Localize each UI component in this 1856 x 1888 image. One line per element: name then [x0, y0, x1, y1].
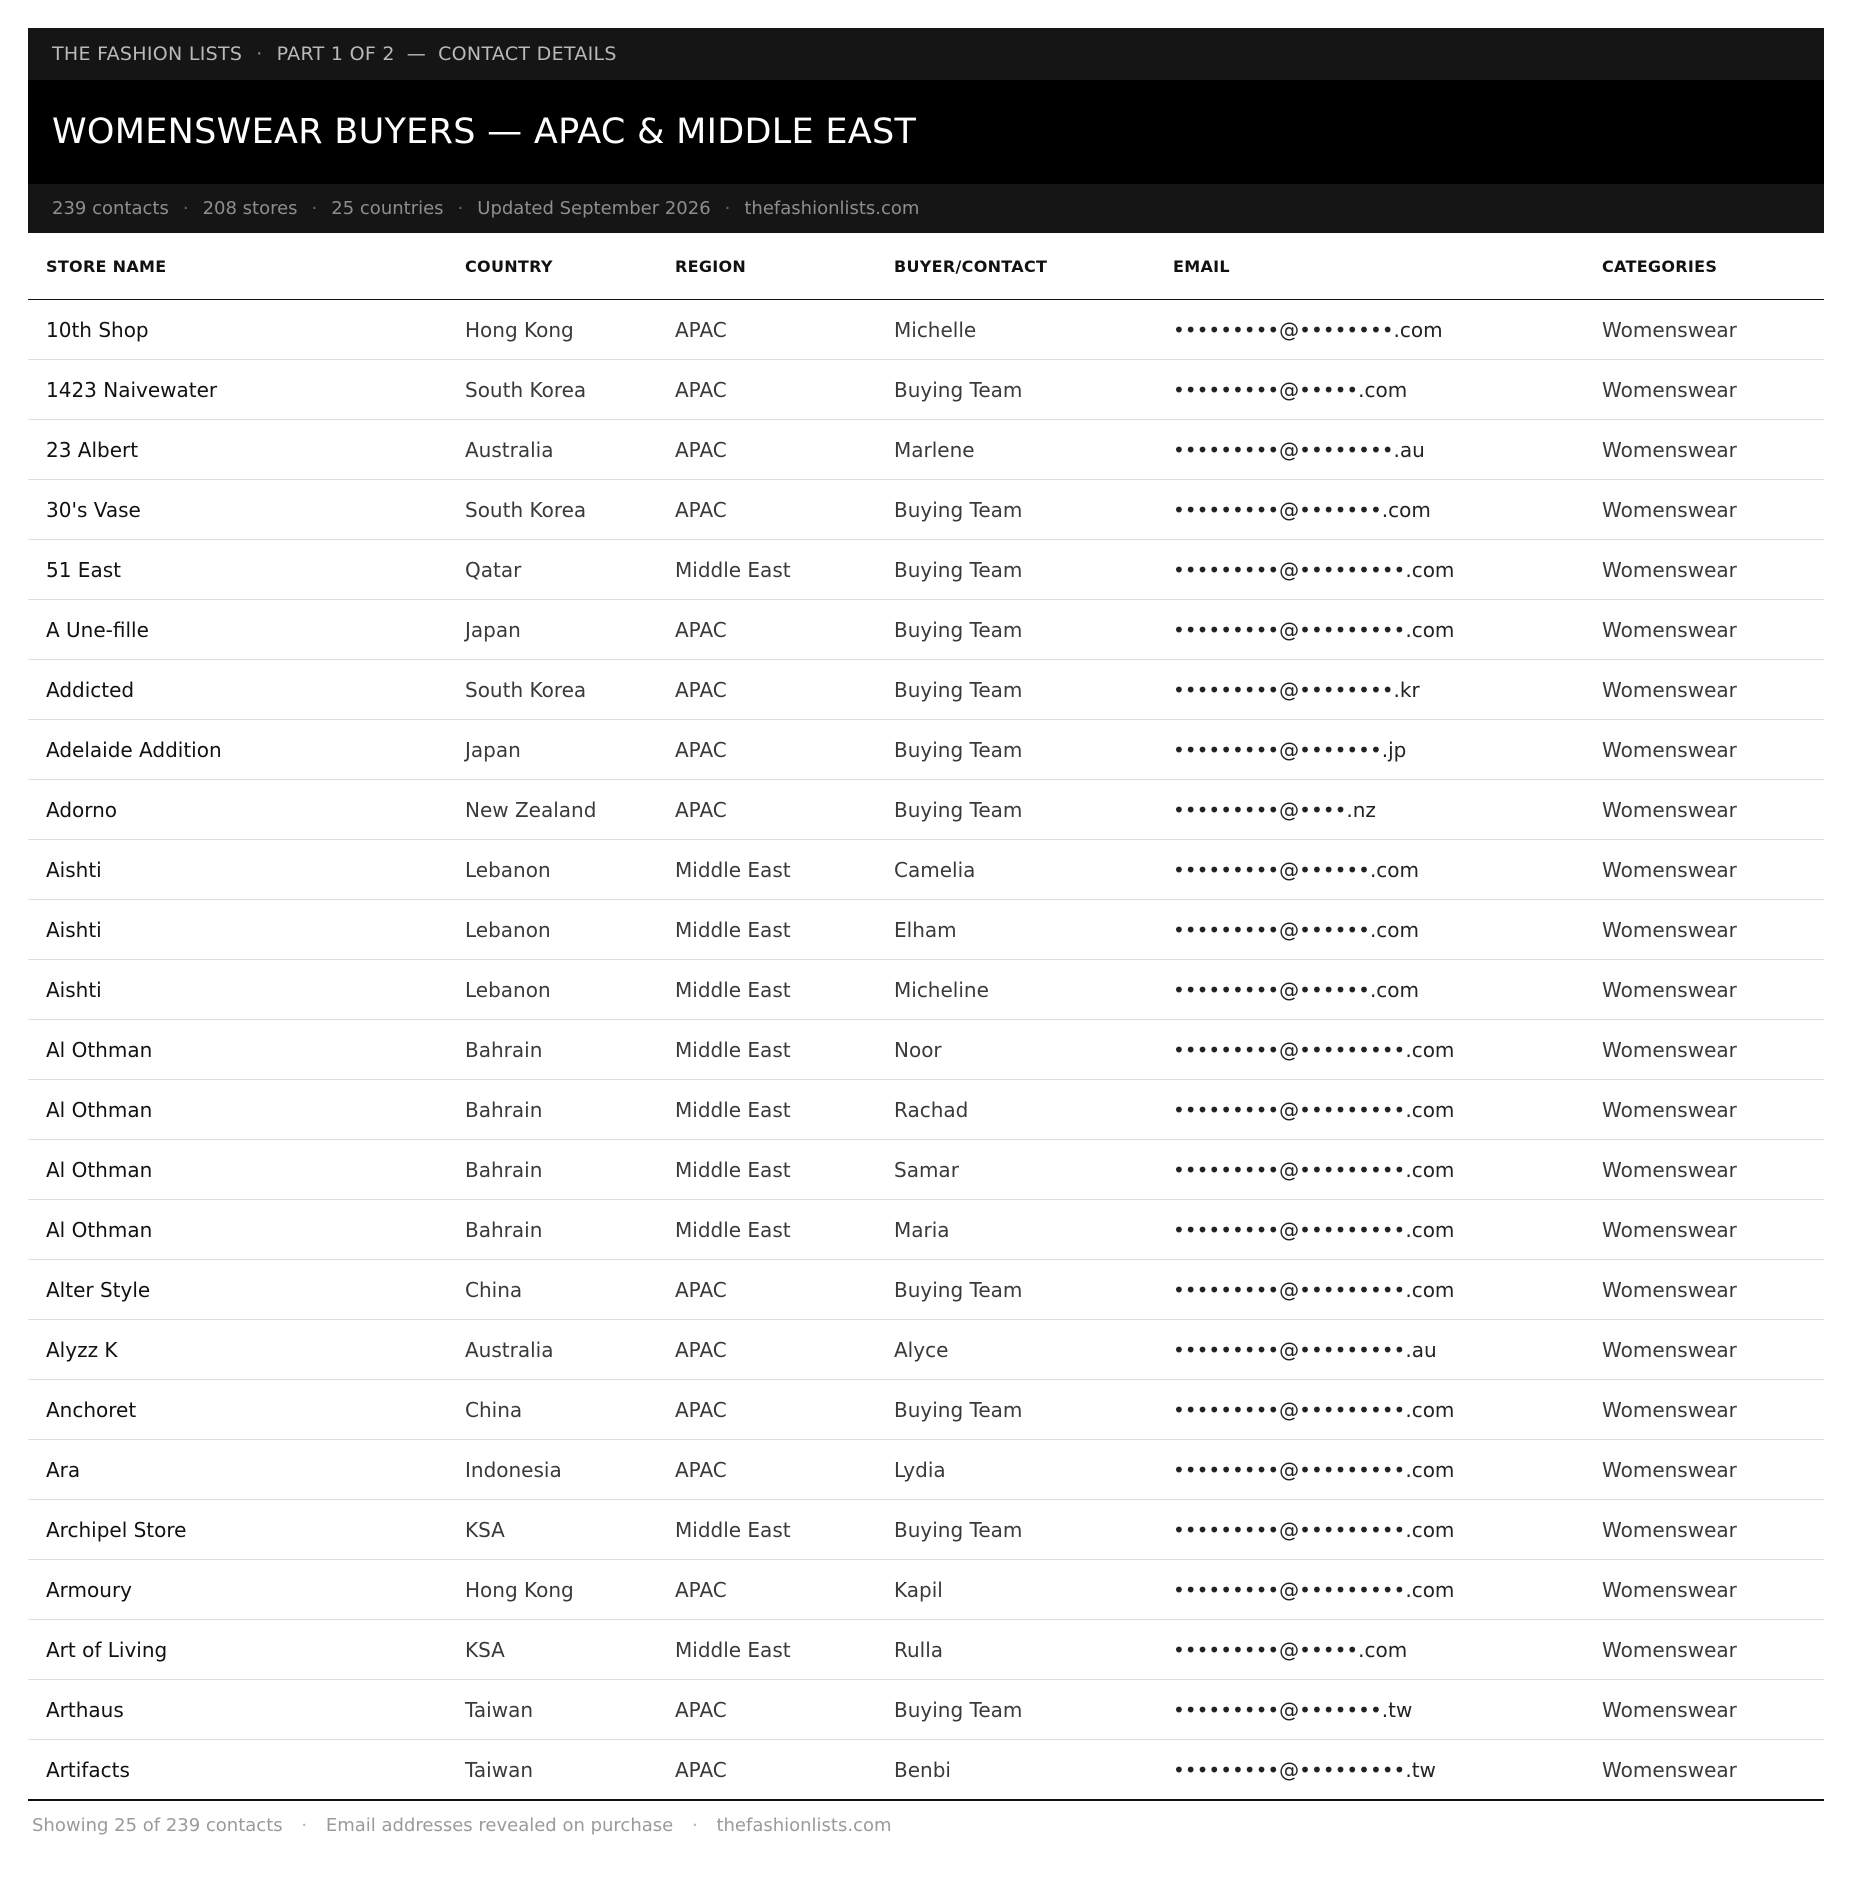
email-cell: •••••••••@•••••••••.com — [1155, 1380, 1584, 1440]
store-name-cell: Al Othman — [28, 1140, 447, 1200]
column-header-buyer-contact: BUYER/CONTACT — [876, 233, 1155, 300]
categories-cell: Womenswear — [1584, 960, 1824, 1020]
country-cell: Hong Kong — [447, 300, 657, 360]
categories-cell: Womenswear — [1584, 660, 1824, 720]
country-cell: South Korea — [447, 480, 657, 540]
region-cell: Middle East — [657, 960, 876, 1020]
email-cell: •••••••••@•••••••••.com — [1155, 1500, 1584, 1560]
column-header-store-name: STORE NAME — [28, 233, 447, 300]
contacts-count: 239 contacts — [52, 198, 169, 219]
categories-cell: Womenswear — [1584, 1020, 1824, 1080]
categories-cell: Womenswear — [1584, 540, 1824, 600]
email-cell: •••••••••@•••••••••.com — [1155, 600, 1584, 660]
buyer-contact-cell: Buying Team — [876, 660, 1155, 720]
region-cell: APAC — [657, 300, 876, 360]
region-cell: Middle East — [657, 1020, 876, 1080]
email-cell: •••••••••@•••••.com — [1155, 1620, 1584, 1680]
categories-cell: Womenswear — [1584, 780, 1824, 840]
region-cell: APAC — [657, 1320, 876, 1380]
country-cell: Japan — [447, 720, 657, 780]
buyer-contact-cell: Buying Team — [876, 1260, 1155, 1320]
store-name-cell: A Une-fille — [28, 600, 447, 660]
buyer-contact-cell: Micheline — [876, 960, 1155, 1020]
footer-site-link[interactable]: thefashionlists.com — [716, 1815, 892, 1836]
table-row — [28, 1260, 1824, 1320]
region-cell: Middle East — [657, 1500, 876, 1560]
country-cell: Lebanon — [447, 960, 657, 1020]
email-cell: •••••••••@•••••••.jp — [1155, 720, 1584, 780]
email-cell: •••••••••@••••••••.kr — [1155, 660, 1584, 720]
email-cell: •••••••••@••••••.com — [1155, 900, 1584, 960]
region-cell: APAC — [657, 360, 876, 420]
column-header-region: REGION — [657, 233, 876, 300]
email-cell: •••••••••@•••••••••.com — [1155, 1080, 1584, 1140]
store-name-cell: Anchoret — [28, 1380, 447, 1440]
categories-cell: Womenswear — [1584, 900, 1824, 960]
table-row — [28, 960, 1824, 1020]
store-name-cell: 30's Vase — [28, 480, 447, 540]
separator-dot: · — [457, 198, 464, 219]
country-cell: Lebanon — [447, 840, 657, 900]
country-cell: KSA — [447, 1620, 657, 1680]
buyer-contact-cell: Rulla — [876, 1620, 1155, 1680]
country-cell: South Korea — [447, 660, 657, 720]
buyer-contact-cell: Buying Team — [876, 480, 1155, 540]
buyer-contact-cell: Buying Team — [876, 360, 1155, 420]
region-cell: APAC — [657, 780, 876, 840]
store-name-cell: 1423 Naivewater — [28, 360, 447, 420]
title-bar — [28, 80, 1824, 184]
buyer-contact-cell: Buying Team — [876, 1380, 1155, 1440]
table-header-row — [28, 233, 1824, 300]
table-row — [28, 900, 1824, 960]
email-cell: •••••••••@•••••••••.com — [1155, 1440, 1584, 1500]
email-cell: •••••••••@••••••••.au — [1155, 420, 1584, 480]
store-name-cell: Art of Living — [28, 1620, 447, 1680]
table-row — [28, 1500, 1824, 1560]
region-cell: Middle East — [657, 840, 876, 900]
categories-cell: Womenswear — [1584, 1560, 1824, 1620]
table-row — [28, 1200, 1824, 1260]
region-cell: APAC — [657, 600, 876, 660]
buyer-contact-cell: Camelia — [876, 840, 1155, 900]
table-row — [28, 600, 1824, 660]
table-row — [28, 1320, 1824, 1380]
categories-cell: Womenswear — [1584, 300, 1824, 360]
categories-cell: Womenswear — [1584, 420, 1824, 480]
categories-cell: Womenswear — [1584, 1260, 1824, 1320]
categories-cell: Womenswear — [1584, 720, 1824, 780]
email-cell: •••••••••@•••••••••.com — [1155, 1200, 1584, 1260]
region-cell: APAC — [657, 1560, 876, 1620]
store-name-cell: Arthaus — [28, 1680, 447, 1740]
store-name-cell: Adorno — [28, 780, 447, 840]
table-row — [28, 360, 1824, 420]
store-name-cell: Artifacts — [28, 1740, 447, 1801]
column-header-country: COUNTRY — [447, 233, 657, 300]
region-cell: APAC — [657, 480, 876, 540]
categories-cell: Womenswear — [1584, 1440, 1824, 1500]
section-label: CONTACT DETAILS — [438, 43, 617, 65]
region-cell: Middle East — [657, 1620, 876, 1680]
separator-dot: · — [311, 198, 318, 219]
footer — [28, 1815, 1824, 1836]
email-cell: •••••••••@••••••.com — [1155, 840, 1584, 900]
table-row — [28, 540, 1824, 600]
country-cell: Qatar — [447, 540, 657, 600]
table-row — [28, 1620, 1824, 1680]
country-cell: Bahrain — [447, 1140, 657, 1200]
store-name-cell: Armoury — [28, 1560, 447, 1620]
email-cell: •••••••••@•••••••••.com — [1155, 540, 1584, 600]
country-cell: China — [447, 1260, 657, 1320]
store-name-cell: Alter Style — [28, 1260, 447, 1320]
buyer-contact-cell: Samar — [876, 1140, 1155, 1200]
store-name-cell: Alyzz K — [28, 1320, 447, 1380]
store-name-cell: Addicted — [28, 660, 447, 720]
store-name-cell: 23 Albert — [28, 420, 447, 480]
table-body — [28, 300, 1824, 1801]
email-cell: •••••••••@••••.nz — [1155, 780, 1584, 840]
table-row — [28, 1560, 1824, 1620]
categories-cell: Womenswear — [1584, 1320, 1824, 1380]
separator-dot: · — [724, 198, 731, 219]
buyer-contact-cell: Marlene — [876, 420, 1155, 480]
separator-dash: — — [406, 43, 427, 65]
meta-bar — [28, 184, 1824, 233]
country-cell: Japan — [447, 600, 657, 660]
country-cell: KSA — [447, 1500, 657, 1560]
email-cell: •••••••••@•••••••••.com — [1155, 1020, 1584, 1080]
table-row — [28, 780, 1824, 840]
document-page — [28, 28, 1824, 1836]
table-row — [28, 1140, 1824, 1200]
part-label: PART 1 OF 2 — [276, 43, 395, 65]
column-header-categories: CATEGORIES — [1584, 233, 1824, 300]
buyer-contact-cell: Buying Team — [876, 720, 1155, 780]
categories-cell: Womenswear — [1584, 1680, 1824, 1740]
email-cell: •••••••••@•••••••••.com — [1155, 1260, 1584, 1320]
country-cell: Australia — [447, 420, 657, 480]
store-name-cell: Al Othman — [28, 1200, 447, 1260]
separator-dot: · — [691, 1815, 698, 1836]
region-cell: Middle East — [657, 900, 876, 960]
region-cell: Middle East — [657, 540, 876, 600]
email-cell: •••••••••@•••••••••.com — [1155, 1140, 1584, 1200]
store-name-cell: Ara — [28, 1440, 447, 1500]
country-cell: Australia — [447, 1320, 657, 1380]
country-cell: New Zealand — [447, 780, 657, 840]
country-cell: Taiwan — [447, 1740, 657, 1801]
email-cell: •••••••••@•••••••.com — [1155, 480, 1584, 540]
buyer-contact-cell: Michelle — [876, 300, 1155, 360]
buyer-contact-cell: Noor — [876, 1020, 1155, 1080]
email-cell: •••••••••@•••••.com — [1155, 360, 1584, 420]
region-cell: APAC — [657, 1380, 876, 1440]
store-name-cell: 10th Shop — [28, 300, 447, 360]
region-cell: APAC — [657, 420, 876, 480]
store-name-cell: Aishti — [28, 900, 447, 960]
email-cell: •••••••••@•••••••••.tw — [1155, 1740, 1584, 1801]
table-row — [28, 660, 1824, 720]
brand-name: THE FASHION LISTS — [52, 43, 243, 65]
table-row — [28, 1680, 1824, 1740]
buyer-contact-cell: Buying Team — [876, 1500, 1155, 1560]
separator-dot: · — [301, 1815, 308, 1836]
region-cell: APAC — [657, 1680, 876, 1740]
region-cell: APAC — [657, 1740, 876, 1801]
categories-cell: Womenswear — [1584, 1200, 1824, 1260]
top-bar — [28, 28, 1824, 80]
table-row — [28, 1740, 1824, 1801]
categories-cell: Womenswear — [1584, 1500, 1824, 1560]
country-cell: Lebanon — [447, 900, 657, 960]
categories-cell: Womenswear — [1584, 480, 1824, 540]
country-cell: Indonesia — [447, 1440, 657, 1500]
store-name-cell: Aishti — [28, 840, 447, 900]
table-row — [28, 1020, 1824, 1080]
table-row — [28, 720, 1824, 780]
country-cell: Bahrain — [447, 1080, 657, 1140]
email-cell: •••••••••@•••••••.tw — [1155, 1680, 1584, 1740]
country-cell: Bahrain — [447, 1200, 657, 1260]
contacts-table — [28, 233, 1824, 1801]
email-cell: •••••••••@•••••••••.au — [1155, 1320, 1584, 1380]
region-cell: APAC — [657, 660, 876, 720]
column-header-email: EMAIL — [1155, 233, 1584, 300]
country-cell: Hong Kong — [447, 1560, 657, 1620]
region-cell: APAC — [657, 1260, 876, 1320]
purchase-note: Email addresses revealed on purchase — [325, 1815, 674, 1836]
buyer-contact-cell: Buying Team — [876, 540, 1155, 600]
table-row — [28, 840, 1824, 900]
page-title: WOMENSWEAR BUYERS — APAC & MIDDLE EAST — [52, 112, 917, 152]
buyer-contact-cell: Rachad — [876, 1080, 1155, 1140]
store-name-cell: Al Othman — [28, 1080, 447, 1140]
region-cell: Middle East — [657, 1140, 876, 1200]
email-cell: •••••••••@••••••.com — [1155, 960, 1584, 1020]
country-cell: Taiwan — [447, 1680, 657, 1740]
table-row — [28, 1080, 1824, 1140]
region-cell: Middle East — [657, 1200, 876, 1260]
buyer-contact-cell: Buying Team — [876, 780, 1155, 840]
categories-cell: Womenswear — [1584, 1740, 1824, 1801]
countries-count: 25 countries — [331, 198, 444, 219]
table-row — [28, 480, 1824, 540]
country-cell: Bahrain — [447, 1020, 657, 1080]
region-cell: APAC — [657, 1440, 876, 1500]
store-name-cell: Aishti — [28, 960, 447, 1020]
buyer-contact-cell: Kapil — [876, 1560, 1155, 1620]
region-cell: Middle East — [657, 1080, 876, 1140]
buyer-contact-cell: Alyce — [876, 1320, 1155, 1380]
buyer-contact-cell: Elham — [876, 900, 1155, 960]
email-cell: •••••••••@•••••••••.com — [1155, 1560, 1584, 1620]
buyer-contact-cell: Lydia — [876, 1440, 1155, 1500]
store-name-cell: Adelaide Addition — [28, 720, 447, 780]
separator-dot: · — [256, 43, 263, 65]
categories-cell: Womenswear — [1584, 360, 1824, 420]
separator-dot: · — [182, 198, 189, 219]
categories-cell: Womenswear — [1584, 1080, 1824, 1140]
categories-cell: Womenswear — [1584, 600, 1824, 660]
updated-date: Updated September 2026 — [477, 198, 711, 219]
table-row — [28, 300, 1824, 360]
email-cell: •••••••••@••••••••.com — [1155, 300, 1584, 360]
categories-cell: Womenswear — [1584, 840, 1824, 900]
buyer-contact-cell: Buying Team — [876, 600, 1155, 660]
country-cell: South Korea — [447, 360, 657, 420]
country-cell: China — [447, 1380, 657, 1440]
store-name-cell: Al Othman — [28, 1020, 447, 1080]
categories-cell: Womenswear — [1584, 1140, 1824, 1200]
categories-cell: Womenswear — [1584, 1620, 1824, 1680]
table-row — [28, 1440, 1824, 1500]
buyer-contact-cell: Maria — [876, 1200, 1155, 1260]
categories-cell: Womenswear — [1584, 1380, 1824, 1440]
store-name-cell: Archipel Store — [28, 1500, 447, 1560]
buyer-contact-cell: Buying Team — [876, 1680, 1155, 1740]
region-cell: APAC — [657, 720, 876, 780]
table-row — [28, 420, 1824, 480]
stores-count: 208 stores — [202, 198, 298, 219]
buyer-contact-cell: Benbi — [876, 1740, 1155, 1801]
site-link[interactable]: thefashionlists.com — [744, 198, 920, 219]
store-name-cell: 51 East — [28, 540, 447, 600]
showing-count: Showing 25 of 239 contacts — [32, 1815, 283, 1836]
table-row — [28, 1380, 1824, 1440]
